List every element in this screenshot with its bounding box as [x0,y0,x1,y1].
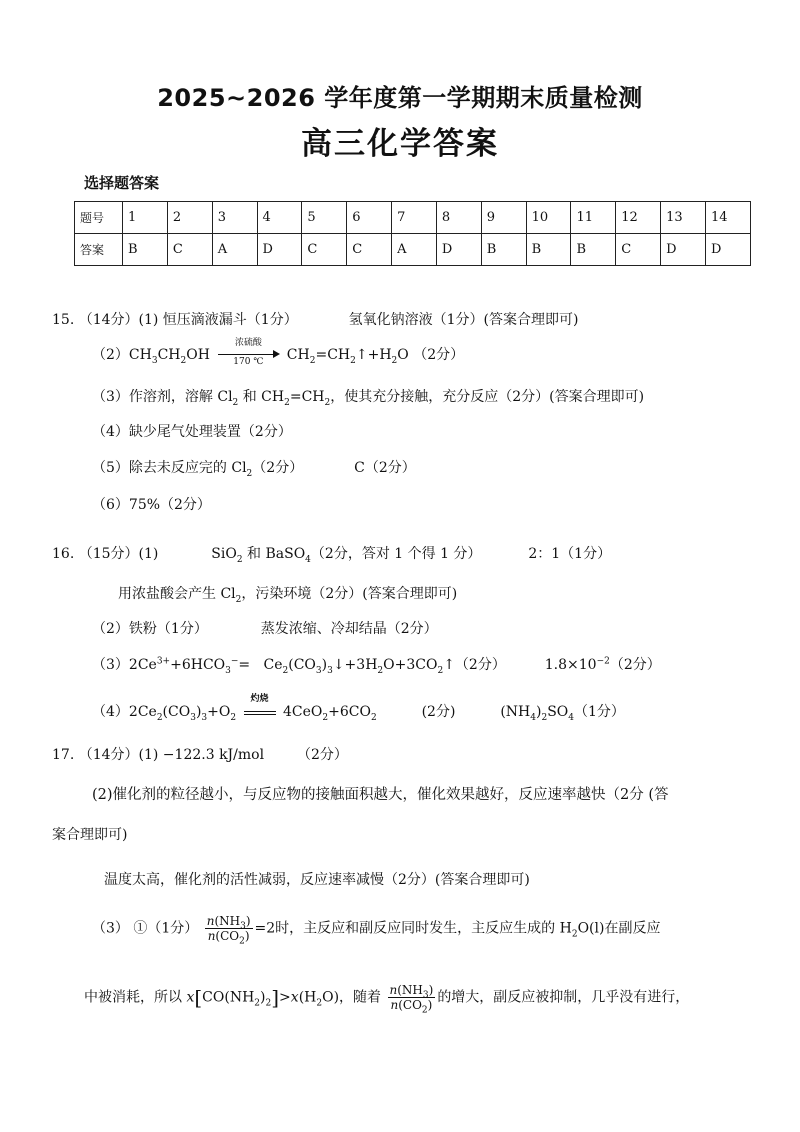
q15-part2-score: （2分） [413,347,465,363]
q16-part4-score: (2分) [421,704,456,720]
q15-part1-answer-b: 氢氧化钠溶液（1分）(答案合理即可) [348,312,579,328]
calcination-equals [243,694,277,721]
q17-part2-line1: (2)催化剂的粒径越小，与反应物的接触面积越大，催化效果越好，反应速率越快（2分 (答 [92,787,669,803]
q16-part3: $(3)2Ce^{3+}+6HCO_3^-=$ $Ce_2(CO_3)_3↓+3H_2O+3CO_2↑(2$分） $1.8\times 10^{-2}(2$分） [92,656,661,676]
q17-part3-mid: =2时，主反应和副反应同时发生，主反应生成的 H [254,920,572,937]
q17-part3-line2b: ，随着 [339,989,382,1006]
q17-part2-line3: 温度太高，催化剂的活性减弱，反应速率减慢（2分）(答案合理即可) [104,872,530,888]
q16-part4b-score: （1分） [574,704,625,720]
q16-part2-answer-a: （2）铁粉（1分） [92,621,208,637]
ratio-fraction: $\frac{n(NH_3)}{n(CO_2)}$ [389,983,434,1016]
question-number-cell: 14 [705,202,750,234]
answer-cell: A [392,234,437,266]
question-number-cell: 6 [347,202,392,234]
answer-cell: B [123,234,168,266]
q15-part3-score: ，使其充分接触，充分反应（2分）(答案合理即可) [330,389,645,405]
question-number-row [75,202,751,234]
q17-part1 [52,747,348,764]
reaction-arrow [216,338,280,367]
q15-head: 15. （14分）(1) 恒压滴液漏斗（1分） [52,312,298,328]
question-number-cell: 1 [123,202,168,234]
answer-cell: C [347,234,392,266]
calcination-condition: 灼烧 [250,694,269,704]
exam-title: 2025~2026 学年度第一学期期末质量检测 [157,84,643,112]
q15-part2-prefix: （2）CH [92,347,152,363]
q15-part1 [52,312,578,329]
q17-part3-prefix: （3） ①（1分） [92,920,199,937]
answer-cell: D [705,234,750,266]
q15-part5-score: （2分） [252,460,304,476]
q17-part3-end: O(l)在副反应 [577,920,661,937]
q15-part5-answer-b: C（2分） [354,460,416,476]
question-number-cell: 10 [526,202,571,234]
q16-head: 16. （15分）(1) [52,546,159,562]
q17-head: 17. （14分）(1) −122.3 kJ/mol [52,747,265,763]
q16-part1c-score: ，污染环境（2分）(答案合理即可) [241,586,458,602]
q16-part1c: 用浓盐酸会产生 $Cl_2$，污染环境（2分）(答案合理即可) [118,586,458,605]
question-number-cell: 13 [661,202,706,234]
q17-head-score: （2分） [296,747,348,763]
multiple-choice-answer-table [74,201,751,266]
answer-cell: C [302,234,347,266]
q16-part3b-score: （2分） [609,657,661,673]
q17-part2-line2: 案合理即可) [52,827,128,843]
answer-cell: D [436,234,481,266]
question-number-cell: 11 [571,202,616,234]
q16-part2 [92,621,438,638]
q16-part1-answer-b: 2：1（1分） [528,546,612,562]
answer-cell: B [481,234,526,266]
reaction-condition-above: 浓硫酸 [234,338,262,348]
question-number-cell: 7 [392,202,437,234]
q15-part6: （6）75%（2分） [92,497,211,513]
q16-part4: $(4)2Ce_2(CO_3)_3+O_2$ 灼烧 $4CeO_2+6CO_2$ (2分) $(NH_4)_2SO_4(1$分） [92,694,625,723]
q15-part2: $(2)CH_3CH_2OH$ 浓硫酸 170 ℃ $CH_2=CH_2↑+H_2O$ （2分） [92,338,465,367]
reaction-condition-below: 170 ℃ [233,357,264,367]
q17-part3-line2c: 的增大，副反应被抑制，几乎没有进行， [437,989,690,1006]
answer-cell: D [257,234,302,266]
question-number-cell: 8 [436,202,481,234]
exam-subtitle: 高三化学答案 [301,126,499,162]
answer-cell: B [571,234,616,266]
question-number-cell: 9 [481,202,526,234]
q17-part3-line1: （3） ①（1分） $\frac{n(NH_3)}{n(CO_2)}$ =2时，主反应和副反应同时发生，主反应生成的 $H_2O(l)$在副反应 [92,914,661,947]
q16-part3-score: （2分） [454,657,506,673]
q17-part3-line2: 中被消耗，所以 $x[CO(NH_2)_2]>x(H_2O)$，随着 $\frac{n(NH_3)}{n(CO_2)}$ 的增大，副反应被抑制，几乎没有进行， [84,983,690,1016]
answer-cell: C [167,234,212,266]
answer-cell: C [616,234,661,266]
question-number-cell: 3 [212,202,257,234]
question-number-cell: 12 [616,202,661,234]
q17-part3-line2a: 中被消耗，所以 [84,989,182,1006]
answer-header: 答案 [75,234,123,266]
ratio-fraction: $\frac{n(NH_3)}{n(CO_2)}$ [206,914,251,947]
question-number-cell: 5 [302,202,347,234]
answer-row [75,234,751,266]
answer-cell: A [212,234,257,266]
multiple-choice-label: 选择题答案 [84,174,160,192]
question-number-cell: 4 [257,202,302,234]
q16-part1-score: （2分，答对 1 个得 1 分） [310,546,482,562]
answer-cell: B [526,234,571,266]
q15-part3: （3）作溶剂，溶解 $Cl_2$ 和 $CH_2=CH_2$，使其充分接触，充分反应（2分）(答案合理即可) [92,389,645,408]
q15-part5: （5）除去未反应完的 $Cl_2(2$分） C（2分） [92,460,416,479]
question-number-cell: 2 [167,202,212,234]
q16-part2-answer-b: 蒸发浓缩、冷却结晶（2分） [260,621,438,637]
q16-part1: 16. （15分）(1) SiO$_2$ 和 BaSO$_4$（2分，答对 1 个得 1 分） 2：1（1分） [52,546,612,565]
question-number-header: 题号 [75,202,123,234]
answer-cell: D [661,234,706,266]
q15-part4: （4）缺少尾气处理装置（2分） [92,424,292,440]
